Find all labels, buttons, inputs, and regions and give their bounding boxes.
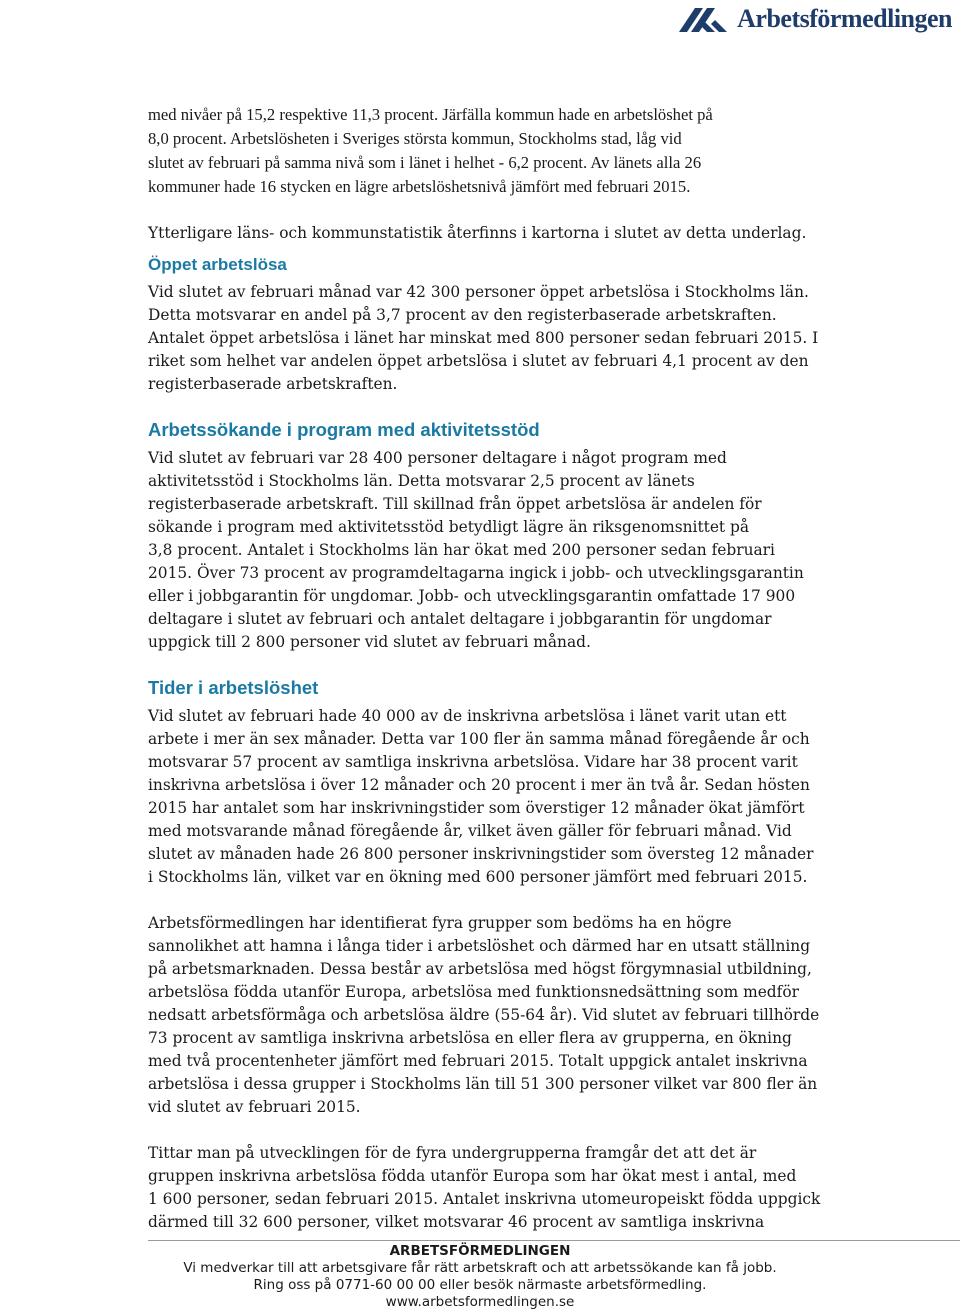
footer-website-link[interactable]: www.arbetsformedlingen.se (385, 1294, 575, 1310)
footer-tagline: Vi medverkar till att arbetsgivare får rätt arbetskraft och att arbetssökande kan få jobb. (183, 1260, 777, 1276)
unemployment-time-paragraph-2: Arbetsförmedlingen har identifierat fyra grupper som bedöms ha en högre sannolikhet att hamna i långa tider i arbetslöshet och därmed har en utsatt ställning på arbetsmarknaden. Dessa består av arbetslösa med högst förgymnasial utbildning, arbetslösa födda utanför Europa, arbetslösa med funktionsnedsättning som medför nedsatt arbetsförmåga och arbetslösa äldre (55-64 år). Vid slutet av februari tillhörde 73 procent av samtliga inskrivna arbetslösa en eller flera av grupperna, en ökning med två procentenheter jämfört med februari 2015. Totalt uppgick antalet inskrivna arbetslösa i dessa grupper i Stockholms län till 51 300 personer vilket var 800 fler än vid slutet av februari 2015. (148, 914, 820, 1116)
unemployment-time-paragraph-3: Tittar man på utvecklingen för de fyra undergrupperna framgår det att det är gruppen inskrivna arbetslösa födda utanför Europa som har ökat mest i antal, med 1 600 personer, sedan februari 2015. Antalet inskrivna utomeuropeiskt födda uppgick därmed till 32 600 personer, vilket motsvarar 46 procent av samtliga inskrivna (148, 1144, 821, 1231)
footer-contact: Ring oss på 0771-60 00 00 eller besök närmaste arbetsförmedling. (253, 1277, 707, 1293)
program-paragraph: Vid slutet av februari var 28 400 personer deltagare i något program med aktivitetsstöd i Stockholms län. Detta motsvarar 2,5 procent av länets registerbaserade arbetskraft. Till skillnad från öppet arbetslösa är andelen för sökande i program med aktivitetsstöd betydligt lägre än riksgenomsnittet på 3,8 procent. Antalet i Stockholms län har ökat med 200 personer sedan februari 2015. Över 73 procent av programdeltagarna ingick i jobb- och utvecklingsgarantin eller i jobbgarantin för ungdomar. Jobb- och utvecklingsgarantin omfattade 17 900 deltagare i slutet av februari och antalet deltagare i jobbgarantin för ungdomar uppgick till 2 800 personer vid slutet av februari månad. (148, 449, 804, 651)
heading-unemployment-time: Tider i arbetslöshet (148, 677, 319, 698)
footer-org-name: ARBETSFÖRMEDLINGEN (389, 1243, 571, 1259)
statistics-note: Ytterligare läns- och kommunstatistik återfinns i kartorna i slutet av detta underlag. (148, 224, 807, 242)
document-body (148, 103, 828, 1234)
logo-wordmark: Arbetsförmedlingen (737, 4, 952, 33)
intro-paragraph: med nivåer på 15,2 respektive 11,3 procent. Järfälla kommun hade en arbetslöshet på 8,0 procent. Arbetslösheten i Sveriges största kommun, Stockholms stad, låg vid slutet av februari på samma nivå som i länet i helhet - 6,2 procent. Av länets alla 26 kommuner hade 16 stycken en lägre arbetslöshetsnivå jämfört med februari 2015. (148, 105, 713, 196)
unemployment-time-paragraph-1: Vid slutet av februari hade 40 000 av de inskrivna arbetslösa i länet varit utan ett arbete i mer än sex månader. Detta var 100 fler än samma månad föregående år och motsvarar 57 procent av samtliga inskrivna arbetslösa. Vidare har 38 procent varit inskrivna arbetslösa i över 12 månader och 20 procent i mer än två år. Sedan hösten 2015 har antalet som har inskrivningstider som överstiger 12 månader ökat jämfört med motsvarande månad föregående år, vilket även gäller för februari månad. Vid slutet av månaden hade 26 800 personer inskrivningstider som översteg 12 månader i Stockholms län, vilket var en ökning med 600 personer jämfört med februari 2015. (148, 707, 814, 886)
heading-open-unemployed: Öppet arbetslösa (148, 255, 287, 274)
open-unemployed-paragraph: Vid slutet av februari månad var 42 300 personer öppet arbetslösa i Stockholms län. Detta motsvarar en andel på 3,7 procent av den registerbaserade arbetskraften. Antalet öppet arbetslösa i länet har minskat med 800 personer sedan februari 2015. I riket som helhet var andelen öppet arbetslösa i slutet av februari 4,1 procent av den registerbaserade arbetskraften. (148, 283, 819, 393)
heading-program-activity: Arbetssökande i program med aktivitetsstöd (148, 419, 540, 440)
page-footer (0, 1239, 960, 1311)
arbetsformedlingen-logo-icon (677, 4, 733, 34)
header-logo (677, 4, 952, 34)
